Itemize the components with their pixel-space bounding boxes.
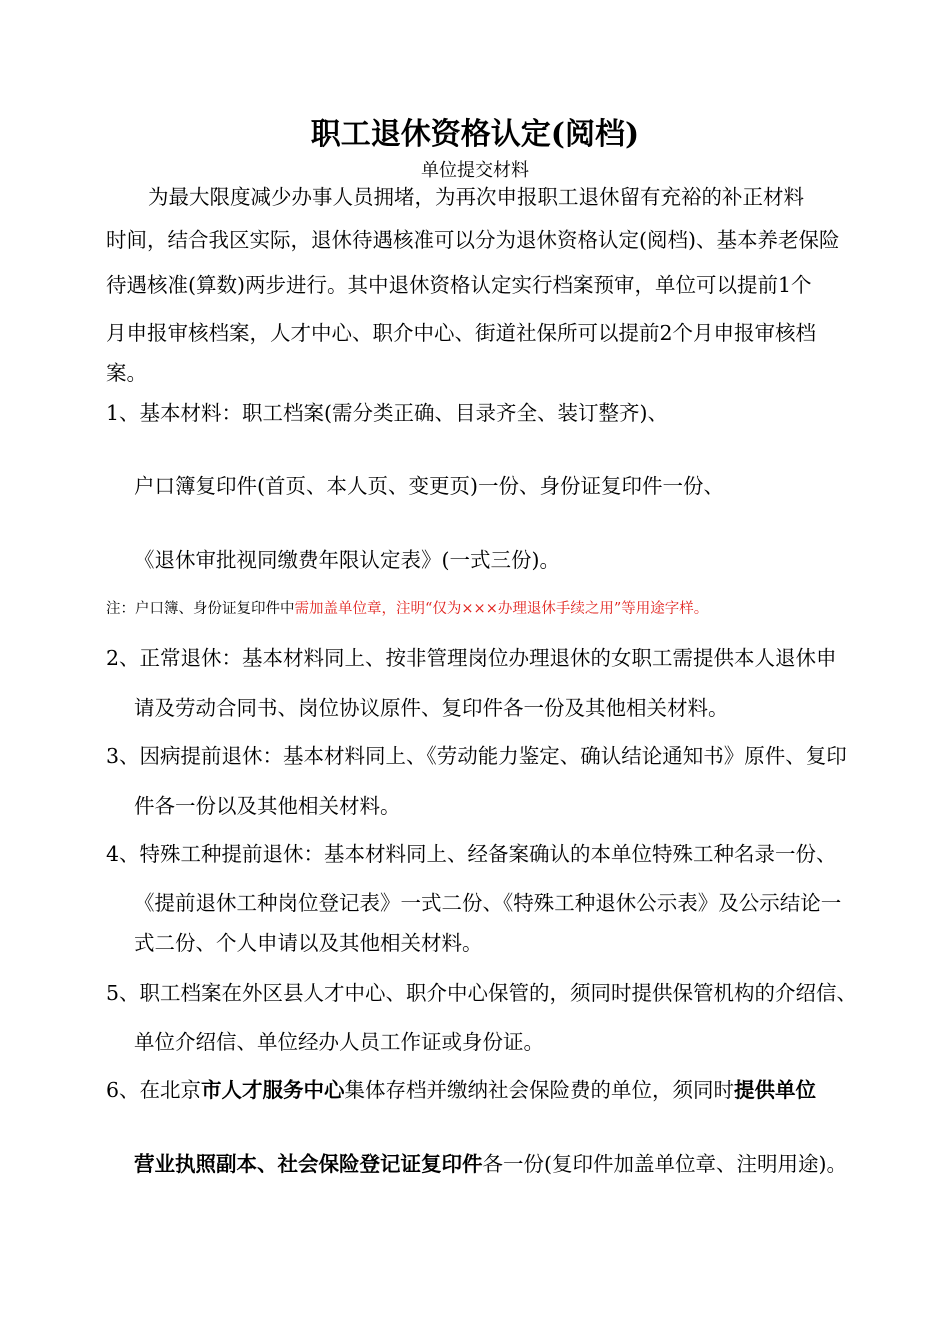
intro-line-1: 为最大限度减少办事人员拥堵，为再次申报职工退休留有充裕的补正材料: [148, 185, 804, 209]
item-6-text: 6、在北京: [106, 1078, 202, 1102]
item-6-line-1: [106, 1080, 816, 1101]
item-6-text: 各一份(复印件加盖单位章、注明用途)。: [482, 1152, 847, 1176]
note-highlight: 需加盖单位章，注明“仅为×××办理退休手续之用”等用途字样。: [294, 601, 709, 617]
item-4-line-1: 4、特殊工种提前退休：基本材料同上、经备案确认的本单位特殊工种名录一份、: [106, 842, 837, 866]
item-3-line-1: 3、因病提前退休：基本材料同上、《劳动能力鉴定、确认结论通知书》原件、复印: [106, 744, 847, 768]
item-6-text: 集体存档并缴纳社会保险费的单位，须同时: [344, 1078, 735, 1102]
item-5-line-1: 5、职工档案在外区县人才中心、职介中心保管的，须同时提供保管机构的介绍信、: [106, 981, 858, 1005]
item-1-line-2: 户口簿复印件(首页、本人页、变更页)一份、身份证复印件一份、: [134, 474, 724, 498]
item-6-bold-org: 市人才服务中心: [201, 1078, 345, 1102]
intro-line-3: 待遇核准(算数)两步进行。其中退休资格认定实行档案预审，单位可以提前1个: [106, 273, 812, 297]
document-title: 职工退休资格认定(阅档): [310, 117, 640, 152]
note-prefix: 注：户口簿、身份证复印件中: [106, 601, 295, 617]
item-6-bold-docs: 营业执照副本、社会保险登记证复印件: [134, 1152, 483, 1176]
intro-line-2: 时间，结合我区实际，退休待遇核准可以分为退休资格认定(阅档)、基本养老保险: [106, 228, 840, 252]
item-4-line-2: 《提前退休工种岗位登记表》一式二份、《特殊工种退休公示表》及公示结论一: [134, 891, 842, 915]
note-line: [106, 602, 708, 617]
document-subtitle: 单位提交材料: [421, 160, 529, 181]
item-1-line-3: 《退休审批视同缴费年限认定表》(一式三份)。: [134, 548, 560, 572]
item-1-line-1: 1、基本材料：职工档案(需分类正确、目录齐全、装订整齐)、: [106, 401, 669, 425]
item-3-line-2: 件各一份以及其他相关材料。: [134, 794, 401, 818]
intro-line-4: 月申报审核档案，人才中心、职介中心、街道社保所可以提前2个月申报审核档: [106, 321, 817, 345]
item-5-line-2: 单位介绍信、单位经办人员工作证或身份证。: [134, 1030, 544, 1054]
item-4-line-3: 式二份、个人申请以及其他相关材料。: [134, 931, 483, 955]
item-2-line-1: 2、正常退休：基本材料同上、按非管理岗位办理退休的女职工需提供本人退休申: [106, 646, 837, 670]
item-2-line-2: 请及劳动合同书、岗位协议原件、复印件各一份及其他相关材料。: [134, 696, 729, 720]
intro-line-5: 案。: [106, 361, 147, 385]
item-6-line-2: [134, 1154, 847, 1175]
item-6-bold-provide: 提供单位: [734, 1078, 817, 1102]
